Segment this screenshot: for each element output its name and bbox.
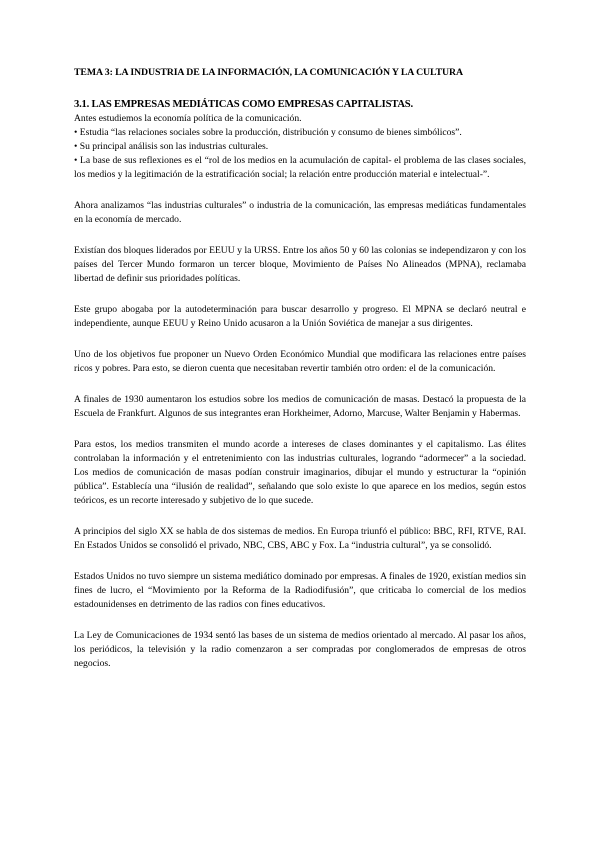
document-page (74, 66, 526, 688)
paragraph: Ahora analizamos “las industrias culturales” o industria de la comunicación, las empresas mediáticas fundamentales en la economía de mercado. (74, 200, 526, 225)
section-heading: 3.1. LAS EMPRESAS MEDIÁTICAS COMO EMPRESAS CAPITALISTAS. (74, 99, 413, 110)
intro-line: Antes estudiemos la economía política de la comunicación. (74, 113, 302, 124)
paragraph: Estados Unidos no tuvo siempre un sistema mediático dominado por empresas. A finales de 1920, existían medios sin fines de lucro, el “Movimiento por la Reforma de la Radiodifusión”, que criticaba lo comercial de los medios estadounidenses en detrimento de las radios con fines educativos. (74, 571, 526, 610)
document-title: TEMA 3: LA INDUSTRIA DE LA INFORMACIÓN, LA COMUNICACIÓN Y LA CULTURA (74, 67, 463, 78)
paragraph: Para estos, los medios transmiten el mundo acorde a intereses de clases dominantes y el capitalismo. Las élites controlaban la información y el entretenimiento con las industrias culturales, logrando “adormecer” a la sociedad. Los medios de comunicación de masas podían construir imaginarios, dibujar el mundo y estructurar la “opinión pública”. Establecía una “ilusión de realidad”, señalando que solo existe lo que aparece en los medios, según estos teóricos, es un recorte interesado y subjetivo de lo que sucede. (74, 439, 526, 506)
paragraph: A principios del siglo XX se habla de dos sistemas de medios. En Europa triunfó el público: BBC, RFI, RTVE, RAI. En Estados Unidos se consolidó el privado, NBC, CBS, ABC y Fox. La “industria cultural”, ya se consolidó. (74, 526, 526, 551)
intro-block (74, 112, 526, 182)
paragraph: Uno de los objetivos fue proponer un Nuevo Orden Económico Mundial que modificara las relaciones entre países ricos y pobres. Para esto, se dieron cuenta que necesitaban revertir también otro orden: el de la comunicación. (74, 349, 526, 374)
bullet-item: • Estudia “las relaciones sociales sobre la producción, distribución y consumo de bienes simbólicos”. (74, 127, 462, 138)
paragraph: La Ley de Comunicaciones de 1934 sentó las bases de un sistema de medios orientado al mercado. Al pasar los años, los periódicos, la televisión y la radio comenzaron a ser compradas por conglomerados de empresas de otros negocios. (74, 630, 526, 669)
bullet-item: • Su principal análisis son las industrias culturales. (74, 141, 269, 152)
paragraph: Este grupo abogaba por la autodeterminación para buscar desarrollo y progreso. El MPNA se declaró neutral e independiente, aunque EEUU y Reino Unido acusaron a la Unión Soviética de manejar a sus dirigentes. (74, 304, 526, 329)
bullet-item: • La base de sus reflexiones es el “rol de los medios en la acumulación de capital- el problema de las clases sociales, los medios y la legitimación de la estratificación social; la relación entre producción material e intelectual-”. (74, 155, 526, 180)
paragraph: Existían dos bloques liderados por EEUU y la URSS. Entre los años 50 y 60 las colonias se independizaron y con los países del Tercer Mundo formaron un tercer bloque, Movimiento de Países No Alineados (MPNA), reclamaba libertad de definir sus prioridades políticas. (74, 245, 526, 284)
paragraph: A finales de 1930 aumentaron los estudios sobre los medios de comunicación de masas. Destacó la propuesta de la Escuela de Frankfurt. Algunos de sus integrantes eran Horkheimer, Adorno, Marcuse, Walter Benjamin y Habermas. (74, 394, 526, 419)
